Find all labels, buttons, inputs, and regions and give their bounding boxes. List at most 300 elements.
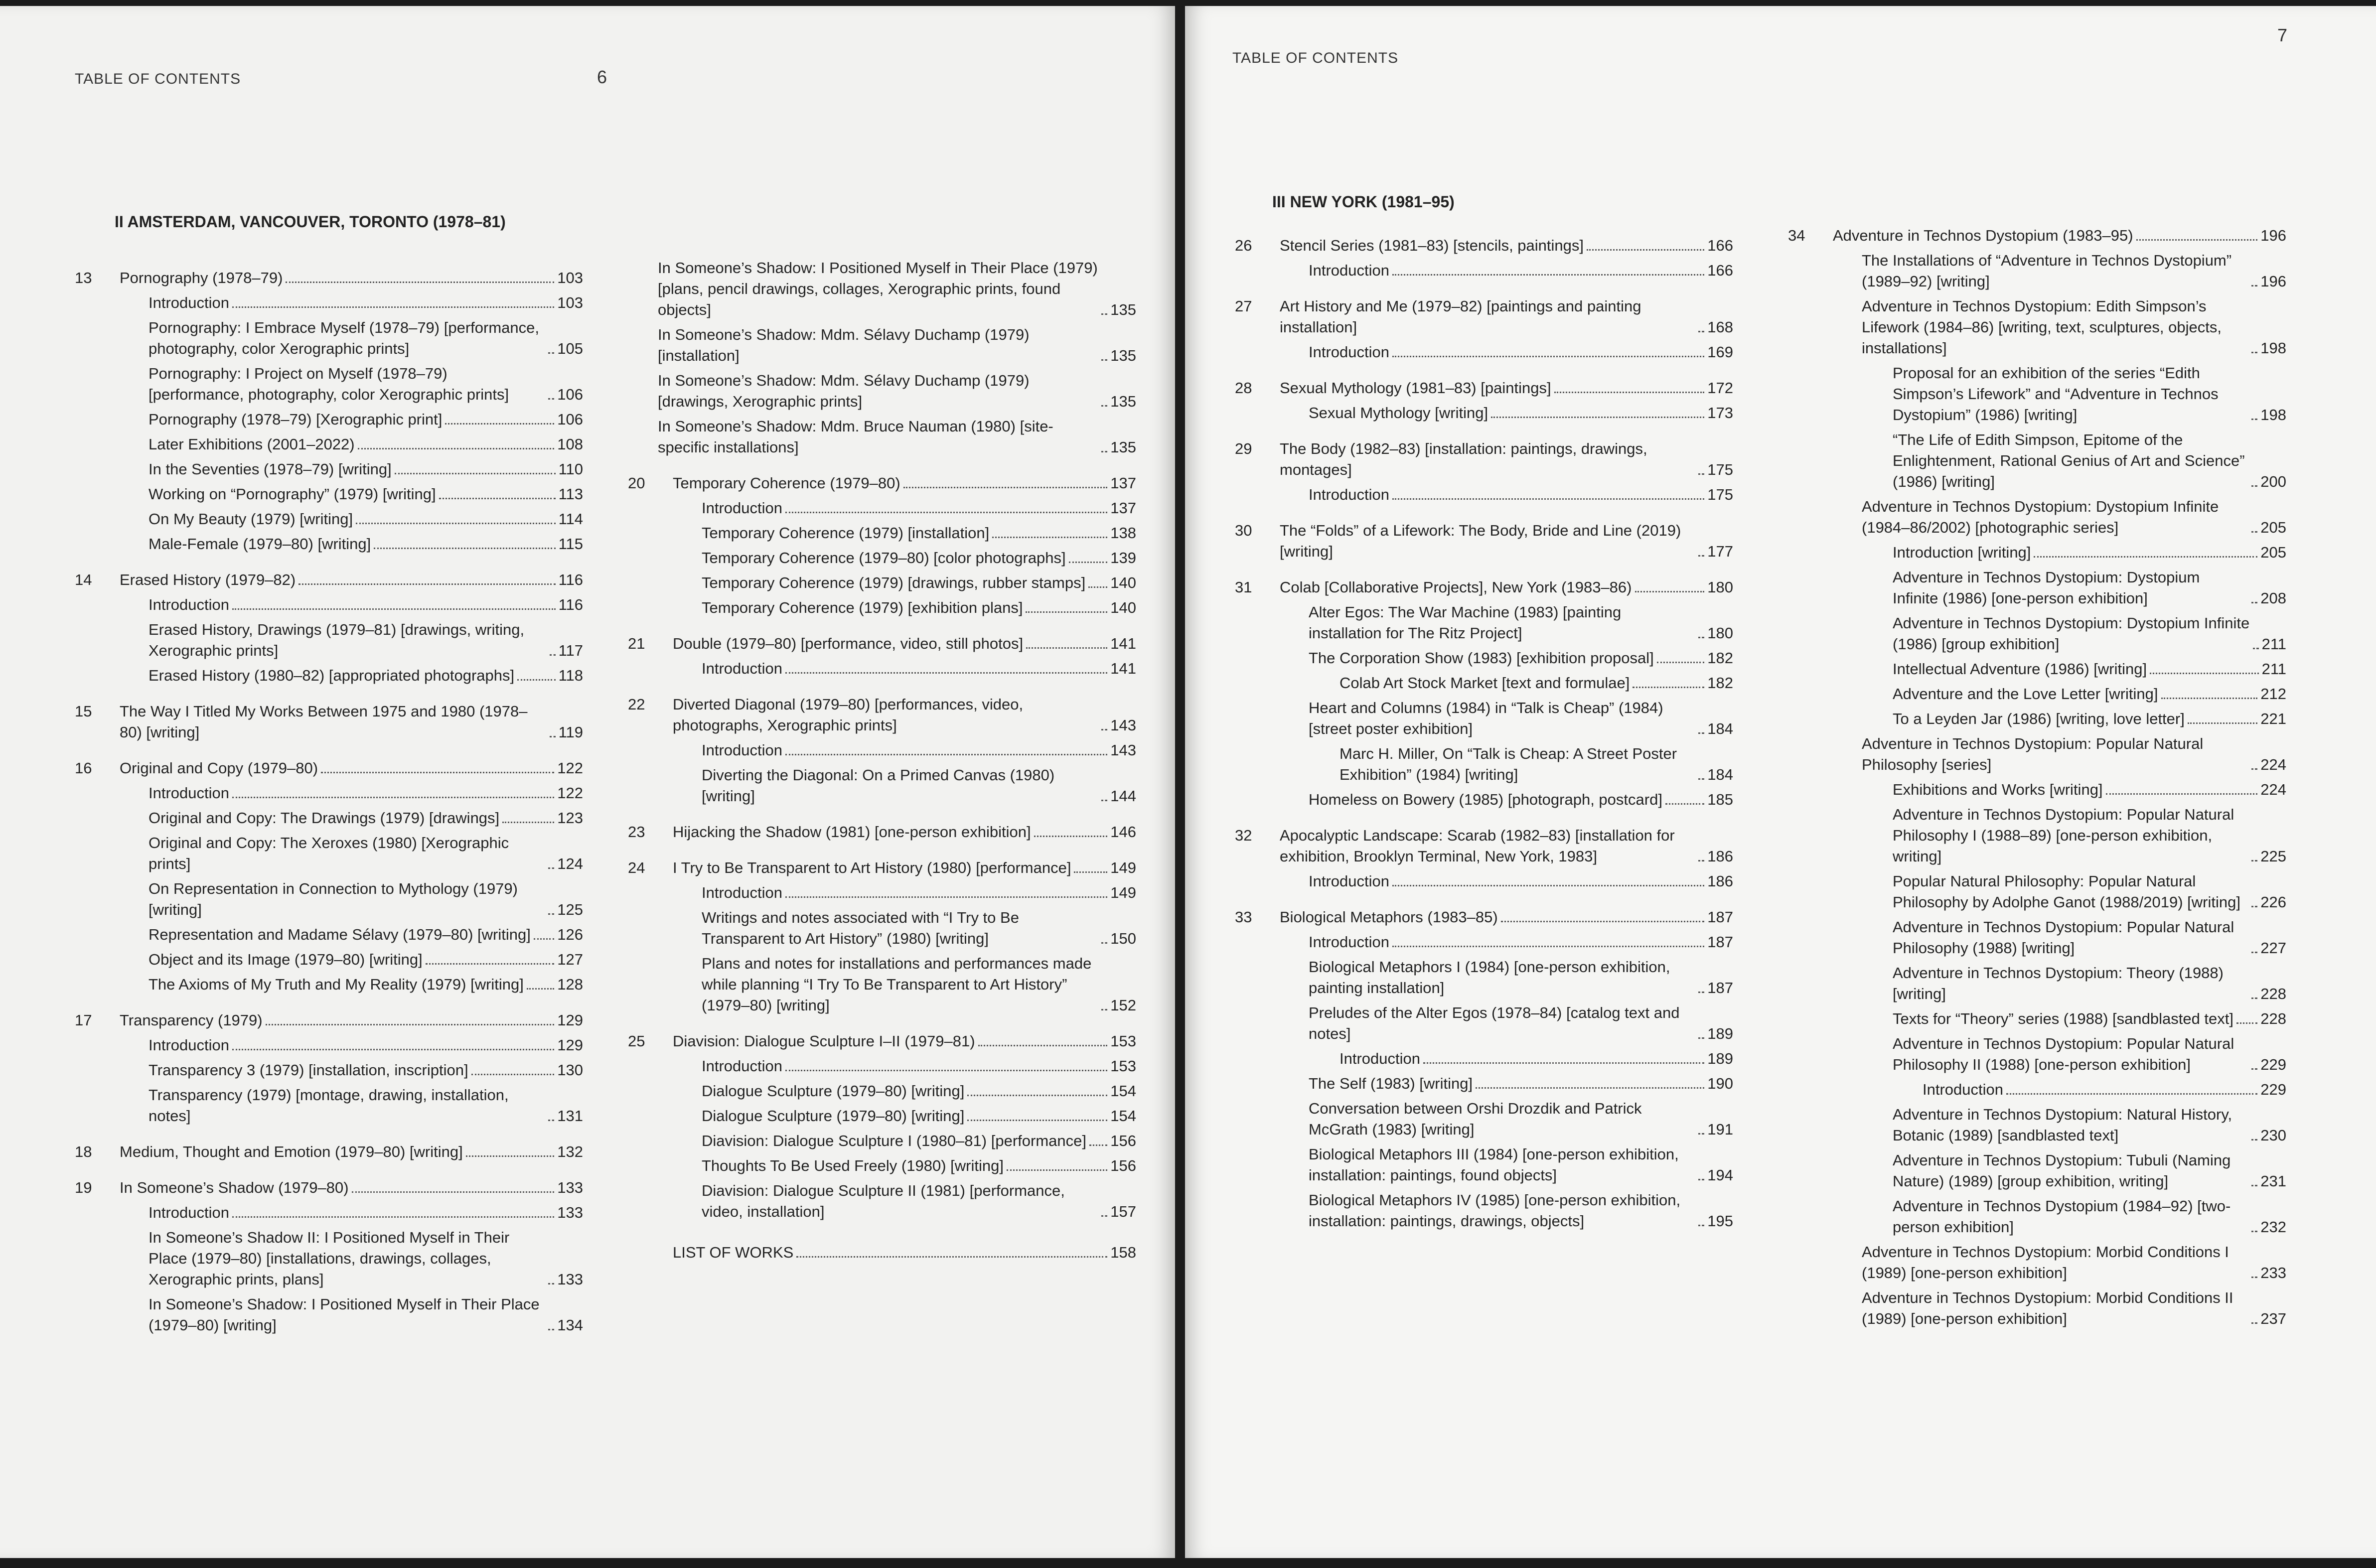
entry-page-number: 157 bbox=[1110, 1203, 1136, 1220]
toc-entry bbox=[702, 907, 1136, 949]
toc-chapter bbox=[75, 1141, 583, 1162]
entry-title: In the Seventies (1978–79) [writing] bbox=[148, 460, 392, 478]
toc-chapter bbox=[1235, 577, 1733, 810]
entry-page-number: 182 bbox=[1707, 649, 1733, 667]
toc-entry bbox=[148, 974, 583, 995]
toc-entry bbox=[658, 258, 1136, 320]
entry-page-number: 143 bbox=[1110, 741, 1136, 759]
toc-entry bbox=[1893, 779, 2286, 800]
dot-leader bbox=[395, 473, 556, 474]
entry-page-number: 187 bbox=[1707, 979, 1733, 997]
dot-leader bbox=[1392, 498, 1704, 500]
toc-entry bbox=[148, 363, 583, 405]
dot-leader bbox=[1698, 992, 1704, 993]
entry-title: Biological Metaphors IV (1985) [one-person exhibition, installation: paintings, drawings, objects] bbox=[1309, 1191, 1681, 1230]
chapter-number: 20 bbox=[628, 474, 645, 492]
toc-entry bbox=[1280, 438, 1733, 480]
toc-entry bbox=[1893, 613, 2286, 655]
entry-title: Introduction bbox=[1923, 1081, 2003, 1098]
entry-title: Temporary Coherence (1979–80) bbox=[673, 474, 900, 492]
entry-title: Introduction bbox=[1309, 933, 1389, 951]
entry-page-number: 140 bbox=[1110, 574, 1136, 591]
entry-page-number: 103 bbox=[557, 269, 583, 286]
entry-title: Introduction bbox=[702, 741, 782, 759]
entry-title: The Axioms of My Truth and My Reality (1979) [writing] bbox=[148, 976, 524, 993]
toc-entry bbox=[702, 1081, 1136, 1102]
dot-leader bbox=[232, 1216, 554, 1218]
entry-page-number: 127 bbox=[557, 951, 583, 968]
toc-entry bbox=[120, 1177, 583, 1198]
dot-leader bbox=[1392, 356, 1704, 357]
entry-page-number: 141 bbox=[1110, 660, 1136, 677]
entry-page-number: 177 bbox=[1707, 543, 1733, 560]
entry-title: The Self (1983) [writing] bbox=[1309, 1075, 1473, 1092]
entry-page-number: 196 bbox=[2260, 227, 2286, 244]
entry-page-number: 156 bbox=[1110, 1132, 1136, 1149]
dot-leader bbox=[352, 1191, 555, 1193]
entry-title: Adventure in Technos Dystopium: Edith Simpson’s Lifework (1984–86) [writing, text, sculptures, objects, installations] bbox=[1862, 297, 2222, 357]
entry-title: Adventure in Technos Dystopium: Popular Natural Philosophy II (1988) [one-person exhibition] bbox=[1893, 1035, 2234, 1073]
dot-leader bbox=[1698, 637, 1704, 638]
toc-chapter bbox=[628, 694, 1136, 807]
toc-entry bbox=[1339, 673, 1733, 694]
entry-page-number: 168 bbox=[1707, 318, 1733, 336]
dot-leader bbox=[2251, 419, 2257, 420]
toc-entry bbox=[702, 572, 1136, 593]
left-page bbox=[0, 6, 1175, 1558]
toc-entry bbox=[1893, 542, 2286, 563]
entry-title: Medium, Thought and Emotion (1979–80) [writing] bbox=[120, 1143, 463, 1160]
dot-leader bbox=[527, 988, 554, 990]
chapter-number: 34 bbox=[1788, 227, 1805, 244]
toc-entry bbox=[120, 570, 583, 590]
chapter-number: 32 bbox=[1235, 827, 1252, 844]
toc-entry bbox=[673, 1031, 1136, 1052]
entry-title: Temporary Coherence (1979–80) [color photographs] bbox=[702, 549, 1066, 567]
entry-page-number: 166 bbox=[1707, 262, 1733, 279]
toc-entry bbox=[1833, 225, 2286, 246]
entry-page-number: 228 bbox=[2260, 985, 2286, 1002]
entry-page-number: 224 bbox=[2260, 781, 2286, 798]
toc-chapter bbox=[1235, 438, 1733, 505]
dot-leader bbox=[321, 772, 554, 773]
list-of-works bbox=[628, 1242, 1136, 1263]
toc-entry bbox=[148, 534, 583, 555]
toc-entry bbox=[148, 1227, 583, 1290]
toc-chapter bbox=[75, 268, 583, 555]
entry-page-number: 189 bbox=[1707, 1025, 1733, 1042]
chapter-number: 14 bbox=[75, 571, 92, 588]
entry-title: Sexual Mythology [writing] bbox=[1309, 404, 1488, 422]
entry-page-number: 135 bbox=[1110, 347, 1136, 364]
entry-title: Representation and Madame Sélavy (1979–80) [writing] bbox=[148, 926, 531, 943]
dot-leader bbox=[1698, 1037, 1704, 1039]
entry-title: Adventure in Technos Dystopium: Morbid Conditions I (1989) [one-person exhibition] bbox=[1862, 1243, 2229, 1282]
entry-page-number: 146 bbox=[1110, 823, 1136, 841]
dot-leader bbox=[2106, 793, 2258, 795]
entry-page-number: 149 bbox=[1110, 859, 1136, 876]
toc-entry bbox=[1309, 342, 1733, 363]
toc-chapter bbox=[628, 857, 1136, 1016]
entry-title: Erased History, Drawings (1979–81) [drawings, writing, Xerographic prints] bbox=[148, 621, 525, 659]
toc-entry bbox=[1923, 1079, 2286, 1100]
toc-entry bbox=[1862, 250, 2286, 292]
page-number: 7 bbox=[2277, 25, 2288, 45]
toc-entry bbox=[148, 409, 583, 430]
toc-entry bbox=[1893, 363, 2286, 426]
chapter-number: 26 bbox=[1235, 237, 1252, 254]
entry-title: Adventure in Technos Dystopium: Dystopium Infinite (1984–86/2002) [photographic series] bbox=[1862, 498, 2219, 536]
toc-entry bbox=[1862, 496, 2286, 538]
entry-page-number: 189 bbox=[1707, 1050, 1733, 1067]
dot-leader bbox=[1101, 942, 1107, 944]
entry-title: Adventure in Technos Dystopium: Tubuli (Naming Nature) (1989) [group exhibition, writing] bbox=[1893, 1151, 2231, 1190]
entry-page-number: 132 bbox=[557, 1143, 583, 1160]
entry-page-number: 182 bbox=[1707, 674, 1733, 692]
toc-entry bbox=[148, 459, 583, 480]
entry-page-number: 110 bbox=[558, 460, 583, 478]
toc-entry bbox=[702, 953, 1136, 1016]
entry-title: Adventure in Technos Dystopium: Dystopium Infinite (1986) [group exhibition] bbox=[1893, 614, 2250, 653]
entry-title: In Someone’s Shadow: Mdm. Sélavy Duchamp (1979) [drawings, Xerographic prints] bbox=[658, 372, 1030, 410]
entry-title: Temporary Coherence (1979) [drawings, rubber stamps] bbox=[702, 574, 1086, 591]
toc-entry bbox=[1339, 743, 1733, 785]
dot-leader bbox=[548, 1283, 554, 1284]
toc-entry bbox=[702, 1056, 1136, 1077]
entry-page-number: 134 bbox=[557, 1316, 583, 1334]
entry-page-number: 125 bbox=[557, 901, 583, 918]
entry-title: Transparency (1979) bbox=[120, 1011, 263, 1029]
dot-leader bbox=[1392, 946, 1704, 947]
toc-entry bbox=[702, 740, 1136, 761]
entry-title: Introduction bbox=[148, 596, 229, 613]
entry-page-number: 152 bbox=[1110, 997, 1136, 1014]
entry-page-number: 154 bbox=[1110, 1107, 1136, 1125]
chapter-number: 25 bbox=[628, 1032, 645, 1050]
dot-leader bbox=[1657, 662, 1705, 663]
entry-title: Apocalyptic Landscape: Scarab (1982–83) [installation for exhibition, Brooklyn Terminal, New York, 1983] bbox=[1280, 827, 1675, 865]
toc-entry bbox=[1893, 1008, 2286, 1029]
dot-leader bbox=[1698, 1133, 1704, 1135]
entry-page-number: 175 bbox=[1707, 461, 1733, 478]
entry-title: Original and Copy: The Xeroxes (1980) [Xerographic prints] bbox=[148, 834, 509, 872]
toc-column-right-2 bbox=[1788, 225, 2286, 1344]
entry-title: Adventure in Technos Dystopium: Popular Natural Philosophy [series] bbox=[1862, 735, 2204, 773]
entry-page-number: 133 bbox=[557, 1204, 583, 1221]
entry-title: Conversation between Orshi Drozdik and Patrick McGrath (1983) [writing] bbox=[1309, 1100, 1642, 1138]
dot-leader bbox=[1026, 611, 1107, 613]
entry-title: The “Folds” of a Lifework: The Body, Bride and Line (2019) [writing] bbox=[1280, 522, 1681, 560]
toc-entry bbox=[1309, 698, 1733, 739]
toc-chapter bbox=[75, 1010, 583, 1127]
entry-title: Hijacking the Shadow (1981) [one-person exhibition] bbox=[673, 823, 1031, 841]
entry-page-number: 169 bbox=[1707, 343, 1733, 361]
dot-leader bbox=[2236, 1022, 2257, 1024]
entry-title: Original and Copy (1979–80) bbox=[120, 759, 318, 777]
dot-leader bbox=[785, 896, 1107, 898]
toc-entry bbox=[1280, 825, 1733, 867]
chapter-number: 24 bbox=[628, 859, 645, 876]
entry-page-number: 221 bbox=[2260, 710, 2286, 727]
dot-leader bbox=[1026, 647, 1107, 649]
dot-leader bbox=[2006, 1093, 2257, 1095]
dot-leader bbox=[2251, 1231, 2257, 1232]
dot-leader bbox=[517, 679, 555, 681]
entry-title: LIST OF WORKS bbox=[673, 1244, 794, 1261]
page-number: 6 bbox=[597, 67, 607, 87]
entry-page-number: 185 bbox=[1707, 791, 1733, 808]
entry-page-number: 205 bbox=[2260, 544, 2286, 561]
toc-entry bbox=[1893, 1196, 2286, 1238]
entry-page-number: 180 bbox=[1707, 624, 1733, 642]
toc-chapter bbox=[1235, 907, 1733, 1232]
entry-title: Biological Metaphors I (1984) [one-person exhibition, painting installation] bbox=[1309, 958, 1670, 997]
entry-title: Texts for “Theory” series (1988) [sandblasted text] bbox=[1893, 1010, 2234, 1027]
toc-entry bbox=[1309, 484, 1733, 505]
dot-leader bbox=[1101, 800, 1107, 801]
dot-leader bbox=[2034, 556, 2257, 558]
entry-title: To a Leyden Jar (1986) [writing, love letter] bbox=[1893, 710, 2185, 727]
toc-entry bbox=[1893, 1104, 2286, 1146]
toc-entry bbox=[148, 619, 583, 661]
toc-entry bbox=[120, 268, 583, 288]
entry-page-number: 137 bbox=[1110, 499, 1136, 517]
entry-page-number: 150 bbox=[1110, 930, 1136, 947]
dot-leader bbox=[358, 448, 555, 449]
entry-title: Later Exhibitions (2001–2022) bbox=[148, 435, 355, 453]
dot-leader bbox=[2136, 239, 2258, 241]
entry-title: Colab [Collaborative Projects], New York (1983–86) bbox=[1280, 578, 1632, 596]
toc-entry bbox=[1309, 789, 1733, 810]
dot-leader bbox=[2251, 952, 2257, 953]
entry-title: Introduction [writing] bbox=[1893, 544, 2031, 561]
dot-leader bbox=[1635, 591, 1705, 592]
toc-entry bbox=[673, 633, 1136, 654]
entry-page-number: 141 bbox=[1110, 635, 1136, 652]
dot-leader bbox=[550, 654, 556, 656]
entry-title: Introduction bbox=[1309, 872, 1389, 890]
entry-page-number: 229 bbox=[2260, 1081, 2286, 1098]
entry-title: Introduction bbox=[148, 1204, 229, 1221]
toc-entry bbox=[120, 1010, 583, 1031]
entry-title: Introduction bbox=[1339, 1050, 1420, 1067]
entry-title: Dialogue Sculpture (1979–80) [writing] bbox=[702, 1107, 965, 1125]
dot-leader bbox=[548, 1329, 554, 1330]
entry-page-number: 106 bbox=[557, 411, 583, 428]
toc-entry bbox=[120, 701, 583, 743]
toc-entry bbox=[148, 665, 583, 686]
toc-entry bbox=[1862, 296, 2286, 359]
dot-leader bbox=[785, 1070, 1107, 1071]
toc-entry bbox=[1893, 804, 2286, 867]
toc-entry bbox=[148, 1294, 583, 1336]
entry-page-number: 117 bbox=[558, 642, 583, 659]
chapter-number: 22 bbox=[628, 696, 645, 713]
dot-leader bbox=[534, 938, 554, 940]
dot-leader bbox=[466, 1155, 555, 1157]
entry-title: Sexual Mythology (1981–83) [paintings] bbox=[1280, 379, 1551, 397]
dot-leader bbox=[2251, 906, 2257, 907]
dot-leader bbox=[1554, 392, 1705, 393]
entry-title: Temporary Coherence (1979) [installation] bbox=[702, 524, 990, 542]
entry-title: Pornography (1978–79) bbox=[120, 269, 283, 286]
toc-entry bbox=[1309, 260, 1733, 281]
dot-leader bbox=[2251, 352, 2257, 353]
dot-leader bbox=[1423, 1062, 1704, 1064]
dot-leader bbox=[266, 1024, 555, 1025]
entry-page-number: 119 bbox=[558, 723, 583, 741]
dot-leader bbox=[548, 398, 554, 400]
toc-chapter bbox=[1235, 296, 1733, 363]
entry-page-number: 131 bbox=[557, 1107, 583, 1125]
entry-title: Introduction bbox=[148, 1036, 229, 1054]
dot-leader bbox=[1698, 1225, 1704, 1226]
entry-page-number: 198 bbox=[2260, 406, 2286, 424]
entry-page-number: 212 bbox=[2260, 685, 2286, 703]
dot-leader bbox=[2251, 485, 2257, 487]
toc-entry bbox=[1309, 957, 1733, 998]
toc-chapter bbox=[1235, 825, 1733, 892]
entry-page-number: 158 bbox=[1110, 1244, 1136, 1261]
entry-page-number: 153 bbox=[1110, 1032, 1136, 1050]
entry-page-number: 173 bbox=[1707, 404, 1733, 422]
entry-page-number: 153 bbox=[1110, 1057, 1136, 1075]
toc-entry bbox=[148, 1060, 583, 1081]
toc-chapter bbox=[75, 758, 583, 995]
entry-page-number: 229 bbox=[2260, 1056, 2286, 1073]
toc-chapter bbox=[1235, 235, 1733, 281]
dot-leader bbox=[1101, 451, 1107, 452]
entry-title: Introduction bbox=[148, 294, 229, 311]
entry-title: In Someone’s Shadow (1979–80) bbox=[120, 1179, 349, 1196]
toc-entry bbox=[1309, 1144, 1733, 1186]
dot-leader bbox=[1476, 1087, 1704, 1089]
dot-leader bbox=[471, 1074, 555, 1075]
dot-leader bbox=[426, 963, 555, 965]
toc-entry bbox=[120, 1141, 583, 1162]
dot-leader bbox=[992, 537, 1107, 538]
entry-title: Dialogue Sculpture (1979–80) [writing] bbox=[702, 1082, 965, 1100]
toc-entry bbox=[1893, 567, 2286, 609]
toc-entry bbox=[148, 924, 583, 945]
entry-title: Transparency (1979) [montage, drawing, installation, notes] bbox=[148, 1086, 509, 1125]
dot-leader bbox=[1501, 921, 1705, 922]
dot-leader bbox=[2150, 673, 2259, 674]
entry-title: Biological Metaphors (1983–85) bbox=[1280, 908, 1498, 926]
toc-entry bbox=[1893, 429, 2286, 492]
toc-chapter bbox=[628, 633, 1136, 679]
entry-page-number: 140 bbox=[1110, 599, 1136, 616]
entry-title: Plans and notes for installations and performances made while planning “I Try To Be Transparent to Art History” (1979–80) [writing] bbox=[702, 955, 1092, 1014]
entry-page-number: 106 bbox=[557, 386, 583, 403]
entry-page-number: 228 bbox=[2260, 1010, 2286, 1027]
dot-leader bbox=[1587, 249, 1704, 251]
toc-entry bbox=[702, 523, 1136, 544]
entry-page-number: 232 bbox=[2260, 1218, 2286, 1236]
dot-leader bbox=[903, 487, 1108, 488]
entry-page-number: 237 bbox=[2260, 1310, 2286, 1327]
chapter-number: 21 bbox=[628, 635, 645, 652]
chapter-number: 27 bbox=[1235, 297, 1252, 315]
entry-page-number: 133 bbox=[557, 1179, 583, 1196]
right-page bbox=[1185, 6, 2376, 1558]
toc-entry bbox=[1280, 577, 1733, 598]
toc-entry bbox=[148, 949, 583, 970]
entry-title: Diavision: Dialogue Sculpture I (1980–81) [performance] bbox=[702, 1132, 1086, 1149]
toc-entry bbox=[1862, 1287, 2286, 1329]
entry-title: Introduction bbox=[702, 660, 782, 677]
dot-leader bbox=[1034, 836, 1108, 837]
entry-page-number: 180 bbox=[1707, 578, 1733, 596]
part-title: III NEW YORK (1981–95) bbox=[1272, 193, 1455, 211]
dot-leader bbox=[1392, 274, 1704, 276]
entry-page-number: 184 bbox=[1707, 720, 1733, 737]
toc-entry bbox=[1893, 963, 2286, 1004]
toc-column-left-1 bbox=[75, 268, 583, 1351]
dot-leader bbox=[967, 1120, 1107, 1121]
toc-entry bbox=[702, 597, 1136, 618]
toc-entry bbox=[658, 416, 1136, 458]
toc-entry bbox=[148, 484, 583, 505]
dot-leader bbox=[1089, 1144, 1107, 1146]
entry-page-number: 137 bbox=[1110, 474, 1136, 492]
dot-leader bbox=[796, 1256, 1107, 1258]
entry-title: Double (1979–80) [performance, video, still photos] bbox=[673, 635, 1024, 652]
dot-leader bbox=[2188, 722, 2257, 724]
dot-leader bbox=[785, 672, 1107, 674]
entry-title: Introduction bbox=[148, 784, 229, 802]
toc-entry bbox=[1280, 378, 1733, 399]
dot-leader bbox=[2161, 698, 2258, 699]
entry-page-number: 196 bbox=[2260, 273, 2286, 290]
dot-leader bbox=[374, 548, 555, 549]
entry-page-number: 226 bbox=[2260, 893, 2286, 911]
toc-entry bbox=[1893, 659, 2286, 680]
entry-title: Adventure in Technos Dystopium: Natural History, Botanic (1989) [sandblasted text] bbox=[1893, 1106, 2232, 1144]
toc-entry bbox=[1309, 1073, 1733, 1094]
entry-title: Erased History (1980–82) [appropriated photographs] bbox=[148, 667, 515, 684]
entry-title: Preludes of the Alter Egos (1978–84) [catalog text and notes] bbox=[1309, 1004, 1680, 1042]
dot-leader bbox=[2251, 1277, 2257, 1278]
dot-leader bbox=[1101, 1009, 1107, 1010]
entry-page-number: 200 bbox=[2260, 473, 2286, 490]
toc-entry bbox=[1309, 403, 1733, 424]
toc-entry bbox=[1339, 1048, 1733, 1069]
entry-title: Working on “Pornography” (1979) [writing] bbox=[148, 485, 436, 503]
dot-leader bbox=[445, 423, 554, 425]
entry-title: Original and Copy: The Drawings (1979) [drawings] bbox=[148, 809, 500, 827]
toc-entry bbox=[148, 808, 583, 829]
toc-entry bbox=[148, 434, 583, 455]
dot-leader bbox=[298, 583, 555, 585]
dot-leader bbox=[2251, 1185, 2257, 1186]
entry-page-number: 126 bbox=[557, 926, 583, 943]
entry-title: “The Life of Edith Simpson, Epitome of the Enlightenment, Rational Genius of Art and Science” (1986) [writing] bbox=[1893, 431, 2245, 490]
entry-page-number: 118 bbox=[558, 667, 583, 684]
toc-chapter bbox=[1235, 520, 1733, 562]
toc-entry bbox=[673, 857, 1136, 878]
dot-leader bbox=[1698, 732, 1704, 734]
entry-title: The Installations of “Adventure in Technos Dystopium” (1989–92) [writing] bbox=[1862, 252, 2232, 290]
entry-title: Exhibitions and Works [writing] bbox=[1893, 781, 2103, 798]
dot-leader bbox=[356, 523, 556, 524]
toc-entry bbox=[148, 1035, 583, 1056]
entry-title: Transparency 3 (1979) [installation, inscription] bbox=[148, 1061, 468, 1079]
toc-entry bbox=[702, 1180, 1136, 1222]
entry-title: Introduction bbox=[702, 499, 782, 517]
entry-title: Homeless on Bowery (1985) [photograph, postcard] bbox=[1309, 791, 1662, 808]
entry-page-number: 224 bbox=[2260, 756, 2286, 773]
